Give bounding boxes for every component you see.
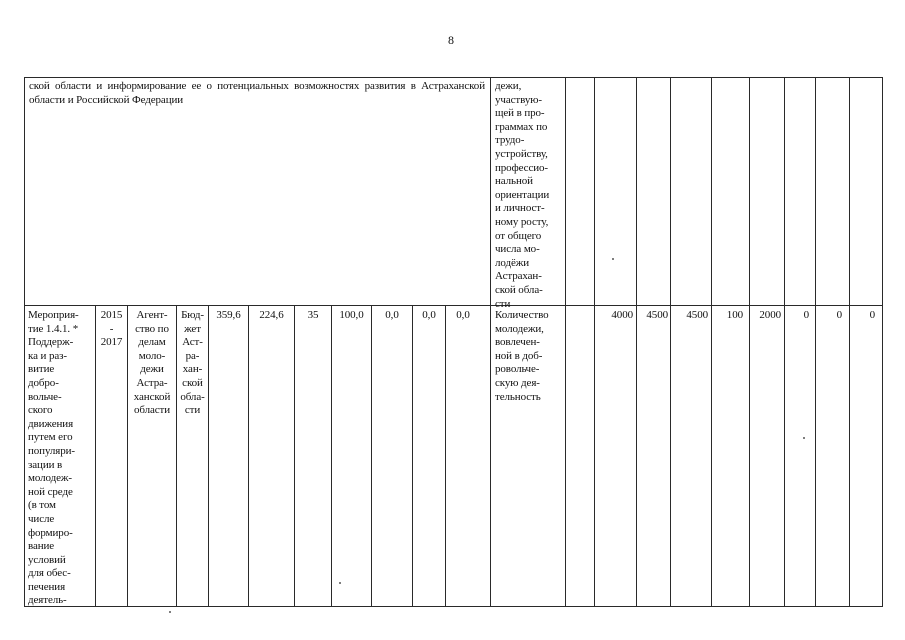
cost-value: 359,6 — [216, 309, 241, 321]
row-divider — [24, 305, 883, 306]
column-divider — [294, 305, 295, 606]
scan-speck — [169, 611, 171, 613]
scan-speck — [612, 258, 614, 260]
indicator-value: 4500 — [686, 309, 708, 321]
cost-value: 0,0 — [422, 309, 436, 321]
column-divider — [749, 77, 750, 606]
table-right-border — [882, 77, 883, 606]
measure-funding-source: Бюд- жет Аст- ра- хан- ской обла- сти — [180, 309, 205, 417]
table-top-border — [24, 77, 883, 78]
column-divider — [849, 77, 850, 606]
column-divider — [636, 77, 637, 606]
cost-value: 0,0 — [385, 309, 399, 321]
column-divider — [331, 305, 332, 606]
cost-value: 224,6 — [259, 309, 284, 321]
cost-value: 100,0 — [339, 309, 364, 321]
indicator-value: 0 — [803, 309, 809, 321]
indicator-value: 100 — [726, 309, 743, 321]
indicator-value: 4500 — [646, 309, 668, 321]
indicator-value: 0 — [869, 309, 875, 321]
column-divider — [371, 305, 372, 606]
measure-name: Мероприя- тие 1.4.1. * Поддерж- ка и раз- витие добро- вольче- ского движения путем его популяри- зации в молодеж- ной среде (в том числе формиро- вание условий для обес- печения деятель- — [28, 309, 79, 607]
indicator-value: 0 — [836, 309, 842, 321]
column-divider — [412, 305, 413, 606]
indicator-value: 4000 — [611, 309, 633, 321]
continuation-indicator: дежи, участвую- щей в про- граммах по трудо- устройству, профессио- нальной ориентации и личност- ному росту, от общего числа мо- лодёжи Астрахан- ской обла- сти — [495, 80, 550, 310]
continuation-text: ской области и информирование ее о потенциальных возможностях развития в Астраханской области и Российской Федерации — [29, 80, 485, 106]
measure-period: 2015 - 2017 — [100, 309, 123, 349]
scan-speck — [803, 437, 805, 439]
table-left-border — [24, 77, 25, 606]
column-divider — [248, 305, 249, 606]
column-divider — [784, 77, 785, 606]
column-divider — [490, 77, 491, 606]
column-divider — [208, 305, 209, 606]
indicator-value: 2000 — [759, 309, 781, 321]
cost-value: 35 — [307, 309, 319, 321]
column-divider — [565, 77, 566, 606]
column-divider — [711, 77, 712, 606]
column-divider — [670, 77, 671, 606]
measure-executor: Агент- ство по делам моло- дежи Астра- ханской области — [133, 309, 171, 417]
scan-speck — [339, 582, 341, 584]
column-divider — [815, 77, 816, 606]
measure-indicator: Количество молодежи, вовлечен- ной в доб- ровольче- скую дея- тельность — [495, 309, 549, 403]
column-divider — [594, 77, 595, 606]
table-bottom-border — [24, 606, 883, 607]
column-divider — [445, 305, 446, 606]
cost-value: 0,0 — [456, 309, 470, 321]
column-divider — [95, 305, 96, 606]
page-number: 8 — [448, 33, 454, 47]
